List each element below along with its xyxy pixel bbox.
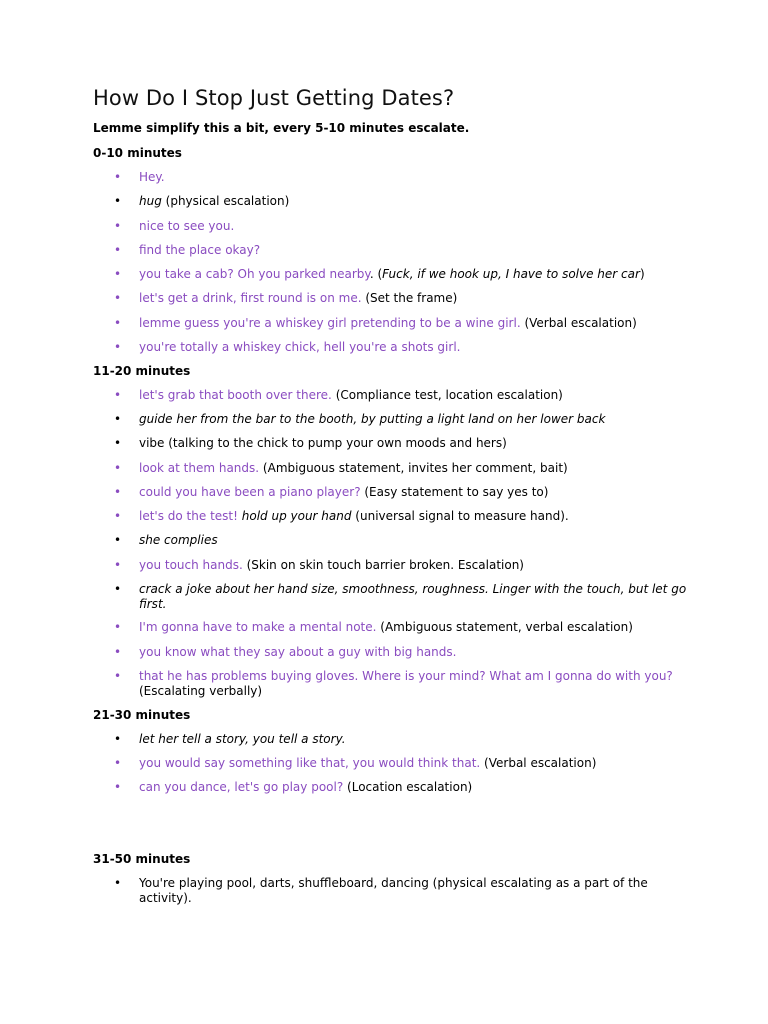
list-item-text: nice to see you. (139, 219, 235, 233)
list-item (139, 316, 691, 331)
list-item-text: you know what they say about a guy with big hands. (139, 645, 457, 659)
list-item (139, 194, 691, 209)
bullet-icon: • (114, 412, 122, 426)
list-item (139, 669, 691, 699)
bullet-icon: • (114, 509, 122, 523)
bullet-icon: • (114, 461, 122, 475)
list-item (139, 582, 691, 612)
section-heading: 0-10 minutes (93, 146, 182, 160)
list-item-text: look at them hands. (139, 461, 260, 475)
bullet-icon: • (114, 620, 122, 634)
bullet-icon: • (114, 533, 122, 547)
bullet-icon: • (114, 582, 122, 596)
list-item-text: hold up your hand (237, 509, 352, 523)
list-item-text: could you have been a piano player? (139, 485, 361, 499)
bullet-icon: • (114, 756, 122, 770)
bullet-icon: • (114, 388, 122, 402)
list-item-text: (Escalating verbally) (139, 684, 263, 698)
list-item-text: she complies (139, 533, 218, 547)
list-item-text: let her tell a story, you tell a story. (139, 732, 346, 746)
list-item (139, 291, 691, 306)
bullet-icon: • (114, 732, 122, 746)
list-item-text: (physical escalation) (161, 194, 290, 208)
list-item (139, 340, 691, 355)
list-item-text: that he has problems buying gloves. Where is your mind? What am I gonna do with you? (139, 669, 673, 683)
list-item (139, 533, 691, 548)
section-heading: 31-50 minutes (93, 852, 191, 866)
list-item-text: I'm gonna have to make a mental note. (139, 620, 377, 634)
list-item (139, 243, 691, 258)
list-item (139, 412, 691, 427)
bullet-icon: • (114, 267, 122, 281)
bullet-icon: • (114, 558, 122, 572)
list-item (139, 388, 691, 403)
list-item-text: find the place okay? (139, 243, 261, 257)
bullet-icon: • (114, 669, 122, 683)
list-item (139, 485, 691, 500)
list-item-text: let's do the test! (139, 509, 238, 523)
section-heading: 11-20 minutes (93, 364, 191, 378)
bullet-icon: • (114, 194, 122, 208)
list-item-text: (Ambiguous statement, verbal escalation) (376, 620, 633, 634)
list-item (139, 732, 691, 747)
list-item-text: vibe (talking to the chick to pump your own moods and hers) (139, 436, 507, 450)
list-item (139, 558, 691, 573)
list-item (139, 436, 691, 451)
list-item (139, 509, 691, 524)
list-item-text: let's get a drink, first round is on me. (139, 291, 362, 305)
list-item (139, 170, 691, 185)
list-item-text: hug (139, 194, 162, 208)
list-item-text: (Compliance test, location escalation) (331, 388, 563, 402)
list-item (139, 756, 691, 771)
list-item-text: you're totally a whiskey chick, hell you're a shots girl. (139, 340, 461, 354)
bullet-icon: • (114, 485, 122, 499)
list-item-text: crack a joke about her hand size, smoothness, roughness. Linger with the touch, but let go first. (139, 582, 687, 611)
list-item-text: (Verbal escalation) (480, 756, 597, 770)
list-item (139, 267, 691, 282)
list-item (139, 461, 691, 476)
list-item-text: let's grab that booth over there. (139, 388, 332, 402)
list-item-text: Hey. (139, 170, 165, 184)
list-item-text: . ( (369, 267, 383, 281)
bullet-icon: • (114, 645, 122, 659)
list-item-text: ) (639, 267, 645, 281)
list-item (139, 780, 691, 795)
list-item-text: (Verbal escalation) (520, 316, 637, 330)
list-item-text: (Location escalation) (343, 780, 473, 794)
list-item-text: you touch hands. (139, 558, 243, 572)
list-item-text: guide her from the bar to the booth, by putting a light land on her lower back (139, 412, 606, 426)
list-item-text: (universal signal to measure hand). (351, 509, 569, 523)
list-item-text: (Skin on skin touch barrier broken. Escalation) (242, 558, 524, 572)
list-item-text: (Ambiguous statement, invites her comment, bait) (259, 461, 568, 475)
bullet-icon: • (114, 436, 122, 450)
list-item-text: (Set the frame) (361, 291, 458, 305)
list-item-text: you take a cab? Oh you parked nearby (139, 267, 370, 281)
bullet-icon: • (114, 170, 122, 184)
list-item-text: (Easy statement to say yes to) (360, 485, 549, 499)
bullet-icon: • (114, 340, 122, 354)
list-item-text: Fuck, if we hook up, I have to solve her car (382, 267, 640, 281)
list-item-text: you would say something like that, you would think that. (139, 756, 481, 770)
bullet-icon: • (114, 876, 122, 890)
section-heading: 21-30 minutes (93, 708, 191, 722)
list-item-text: can you dance, let's go play pool? (139, 780, 344, 794)
page-title: How Do I Stop Just Getting Dates? (93, 86, 455, 110)
intro-text: Lemme simplify this a bit, every 5-10 minutes escalate. (93, 121, 470, 135)
list-item-text: lemme guess you're a whiskey girl pretending to be a wine girl. (139, 316, 521, 330)
list-item (139, 645, 691, 660)
bullet-icon: • (114, 219, 122, 233)
bullet-icon: • (114, 291, 122, 305)
bullet-icon: • (114, 316, 122, 330)
list-item (139, 219, 691, 234)
bullet-icon: • (114, 243, 122, 257)
list-item (139, 620, 691, 635)
bullet-icon: • (114, 780, 122, 794)
list-item (139, 876, 691, 906)
list-item-text: You're playing pool, darts, shuffleboard, dancing (physical escalating as a part of the activity). (139, 876, 648, 905)
